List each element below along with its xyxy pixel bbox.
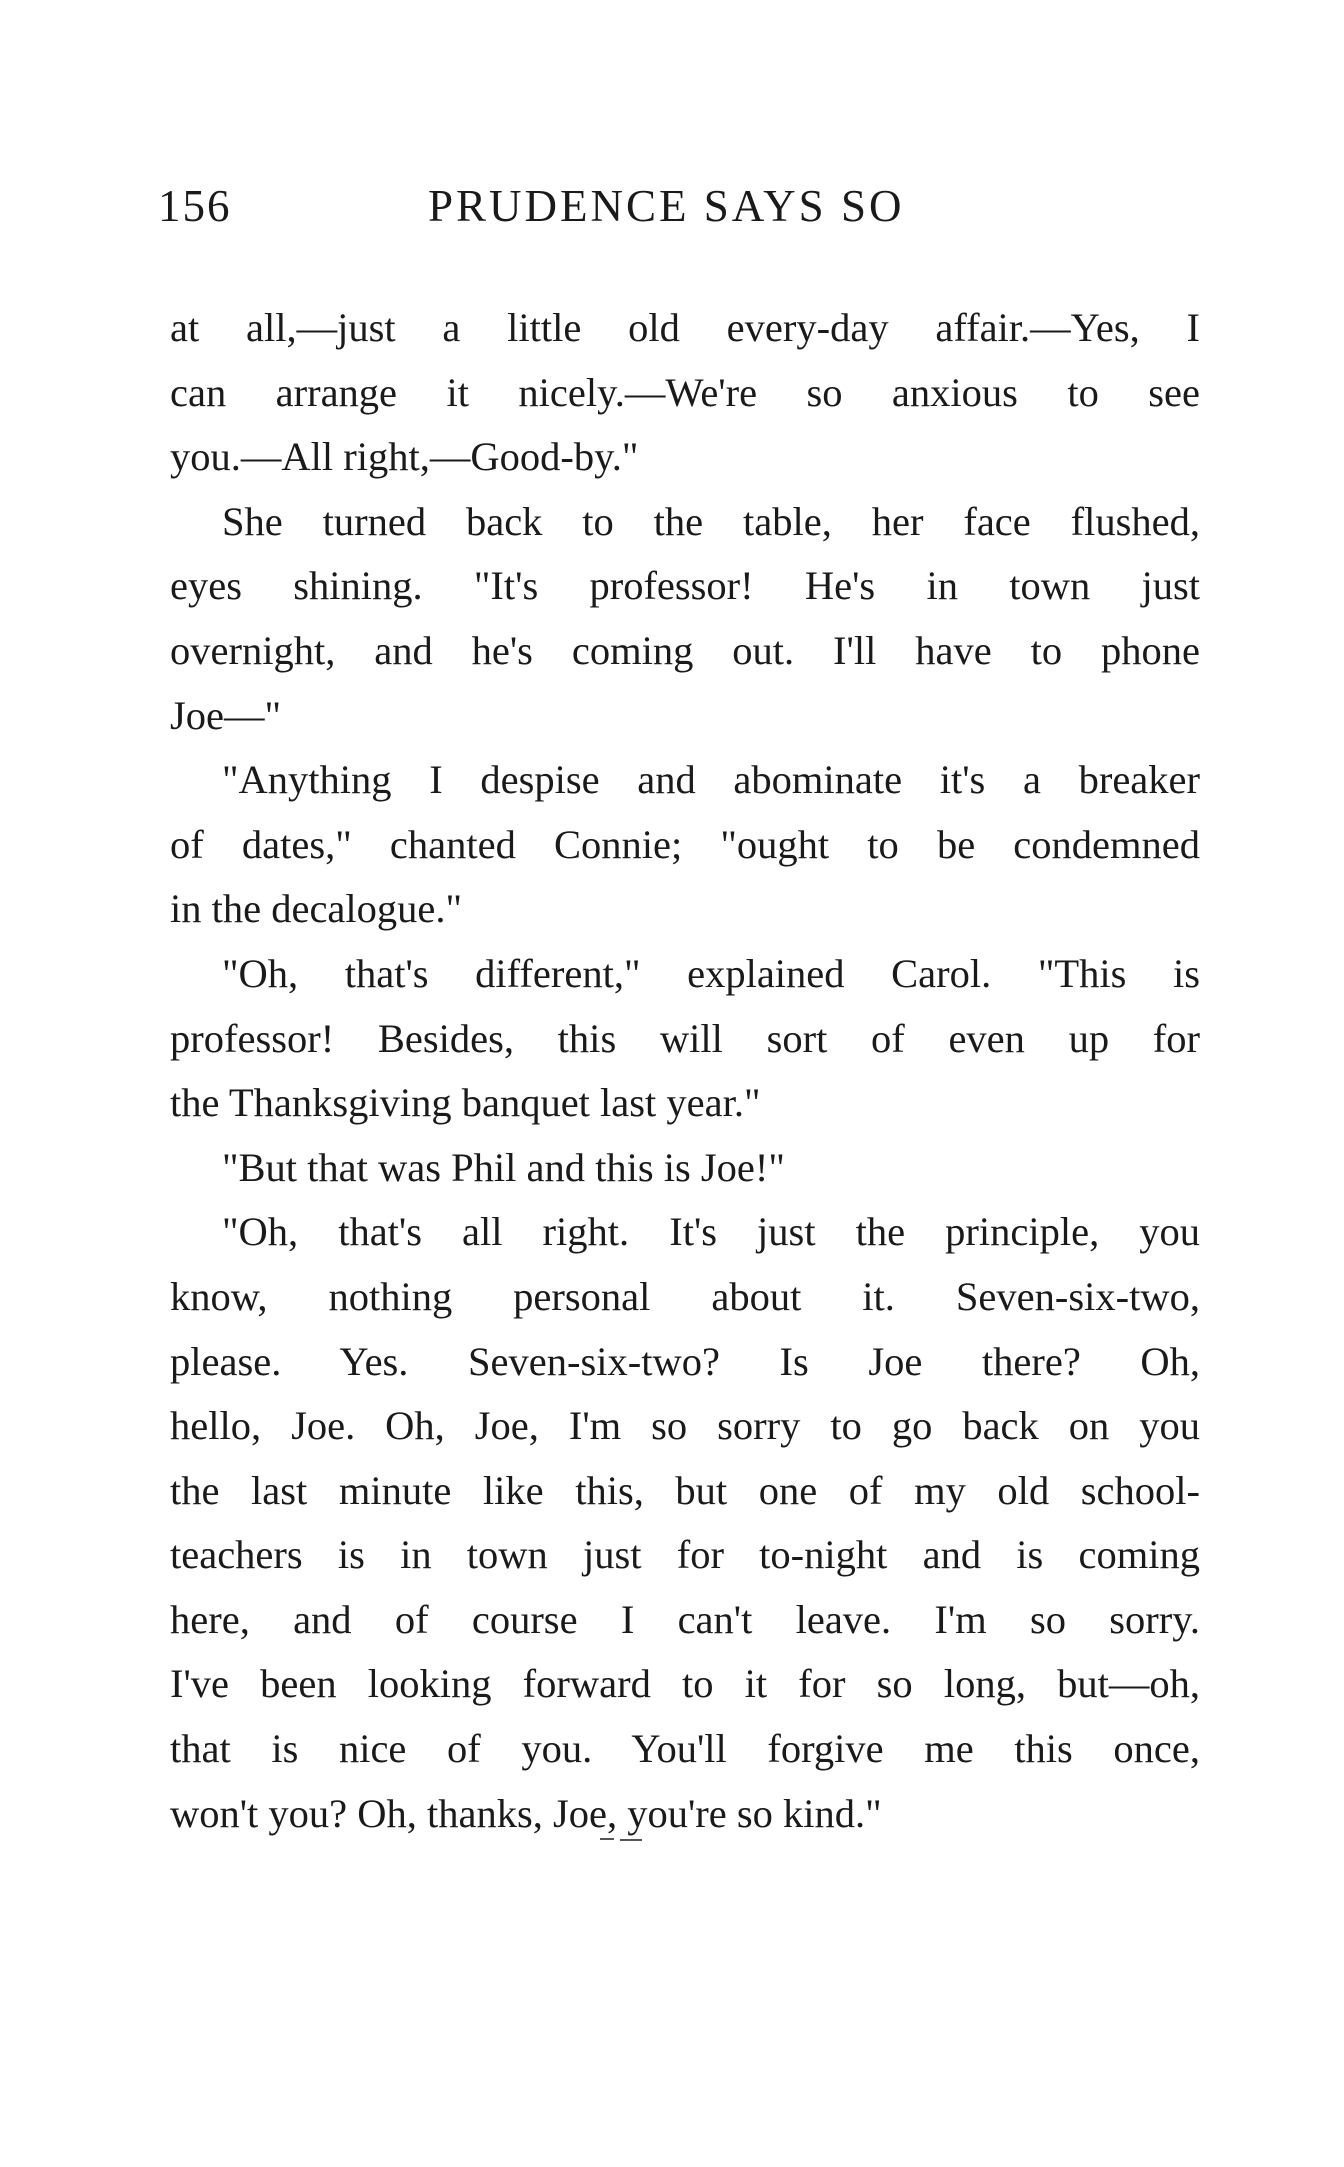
text-line: teachers is in town just for to-night and is coming [170, 1532, 1200, 1578]
text-line: She turned back to the table, her face flushed, [222, 498, 1200, 544]
text-line: can arrange it nicely.—We're so anxious to see [170, 369, 1200, 415]
text-line: "But that was Phil and this is Joe!" [222, 1144, 785, 1190]
text-line: eyes shining. "It's professor! He's in town just [170, 563, 1200, 609]
text-line: in the decalogue." [170, 886, 463, 932]
text-line: that is nice of you. You'll forgive me this once, [170, 1726, 1200, 1772]
print-mark [620, 1839, 642, 1841]
text-line: won't you? Oh, thanks, Joe, you're so kind." [170, 1790, 882, 1836]
body-text [170, 296, 1200, 1846]
text-line: at all,—just a little old every-day affair.—Yes, I [170, 305, 1200, 350]
print-mark [600, 1838, 614, 1840]
text-line: professor! Besides, this will sort of even up for [170, 1015, 1200, 1061]
text-line: please. Yes. Seven-six-two? Is Joe there? Oh, [170, 1338, 1200, 1384]
text-line: know, nothing personal about it. Seven-six-two, [170, 1273, 1200, 1319]
text-line: you.—All right,—Good-by." [170, 434, 639, 480]
running-title: PRUDENCE SAYS SO [428, 181, 905, 231]
page-number: 156 [158, 181, 232, 231]
text-line: "Oh, that's different," explained Carol. "This is [222, 950, 1200, 996]
text-line: the last minute like this, but one of my old school- [170, 1467, 1200, 1513]
text-line: Joe—" [170, 692, 282, 738]
page-header [158, 180, 1198, 240]
text-line: hello, Joe. Oh, Joe, I'm so sorry to go back on you [170, 1403, 1200, 1449]
text-line: "Oh, that's all right. It's just the principle, you [222, 1209, 1200, 1255]
text-line: of dates," chanted Connie; "ought to be condemned [170, 821, 1200, 867]
text-line: I've been looking forward to it for so long, but—oh, [170, 1661, 1200, 1707]
text-line: "Anything I despise and abominate it's a breaker [222, 757, 1200, 803]
text-line: here, and of course I can't leave. I'm so sorry. [170, 1596, 1200, 1642]
text-line: overnight, and he's coming out. I'll have to phone [170, 627, 1200, 673]
text-line: the Thanksgiving banquet last year." [170, 1080, 761, 1126]
